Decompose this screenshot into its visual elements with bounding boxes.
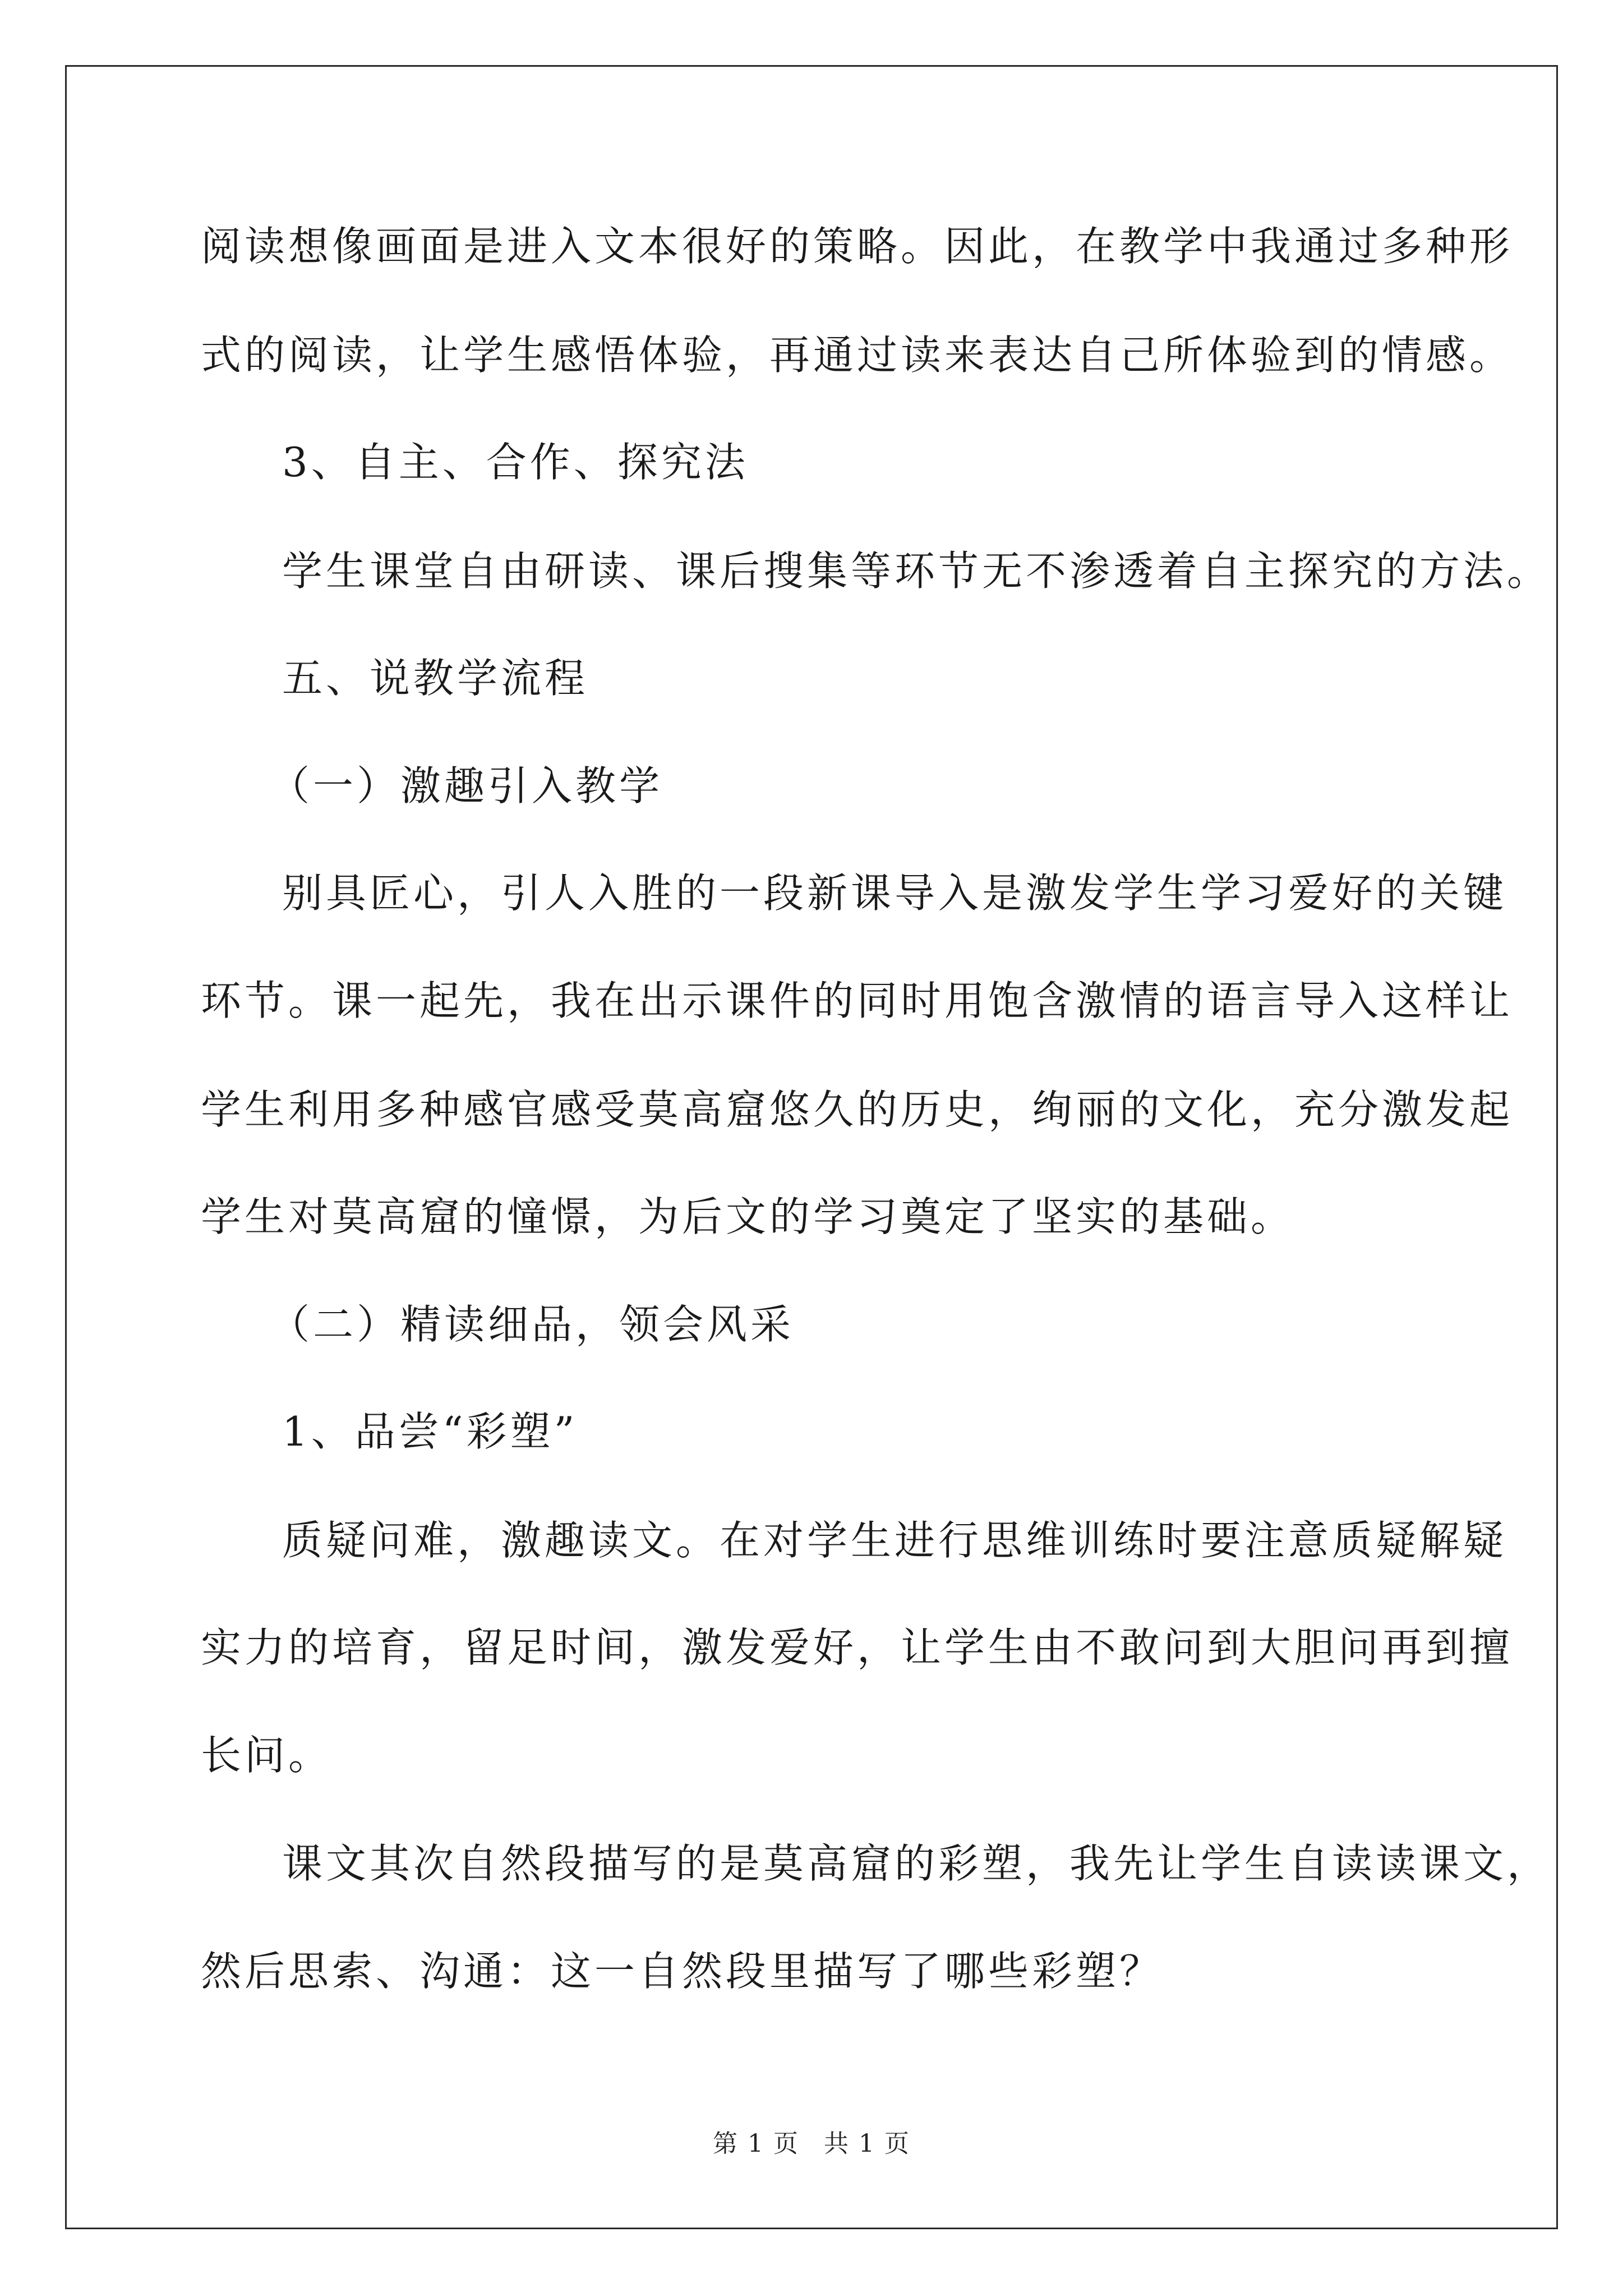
page-number-current: 第 1 页 xyxy=(713,2129,799,2158)
body-text-line: 质疑问难，激趣读文。在对学生进行思维训练时要注意质疑解疑 xyxy=(282,1517,1507,1564)
body-text-line: 实力的培育，留足时间，激发爱好，让学生由不敢问到大胆问再到擅 xyxy=(201,1624,1514,1671)
body-text-line: 学生对莫高窟的憧憬，为后文的学习奠定了坚实的基础。 xyxy=(201,1193,1295,1240)
section-heading: 五、说教学流程 xyxy=(282,655,589,702)
body-text-line: 然后思索、沟通：这一自然段里描写了哪些彩塑？ xyxy=(201,1948,1164,1995)
subsection-heading: （二）精读细品，领会风采 xyxy=(269,1301,795,1348)
section-heading: 1、品尝“彩塑” xyxy=(282,1408,578,1455)
body-text-line: 式的阅读，让学生感悟体验，再通过读来表达自己所体验到的情感。 xyxy=(201,332,1514,379)
subsection-heading: （一）激趣引入教学 xyxy=(269,762,663,809)
body-text-line: 学生课堂自由研读、课后搜集等环节无不渗透着自主探究的方法。 xyxy=(282,547,1551,595)
body-text-line: 长问。 xyxy=(201,1732,333,1779)
body-text-line: 环节。课一起先，我在出示课件的同时用饱含激情的语言导入这样让 xyxy=(201,977,1514,1024)
page-border xyxy=(65,65,1558,2229)
body-text-line: 学生利用多种感官感受莫高窟悠久的历史，绚丽的文化，充分激发起 xyxy=(201,1086,1514,1133)
body-text-line: 阅读想像画面是进入文本很好的策略。因此，在教学中我通过多种形 xyxy=(201,223,1514,270)
page-number-total: 共 1 页 xyxy=(824,2129,910,2158)
body-text-line: 课文其次自然段描写的是莫高窟的彩塑，我先让学生自读读课文， xyxy=(282,1840,1551,1887)
body-text-line: 别具匠心，引人入胜的一段新课导入是激发学生学习爱好的关键 xyxy=(282,869,1507,917)
page-footer xyxy=(0,2123,1623,2159)
section-heading: 3、自主、合作、探究法 xyxy=(282,439,749,486)
